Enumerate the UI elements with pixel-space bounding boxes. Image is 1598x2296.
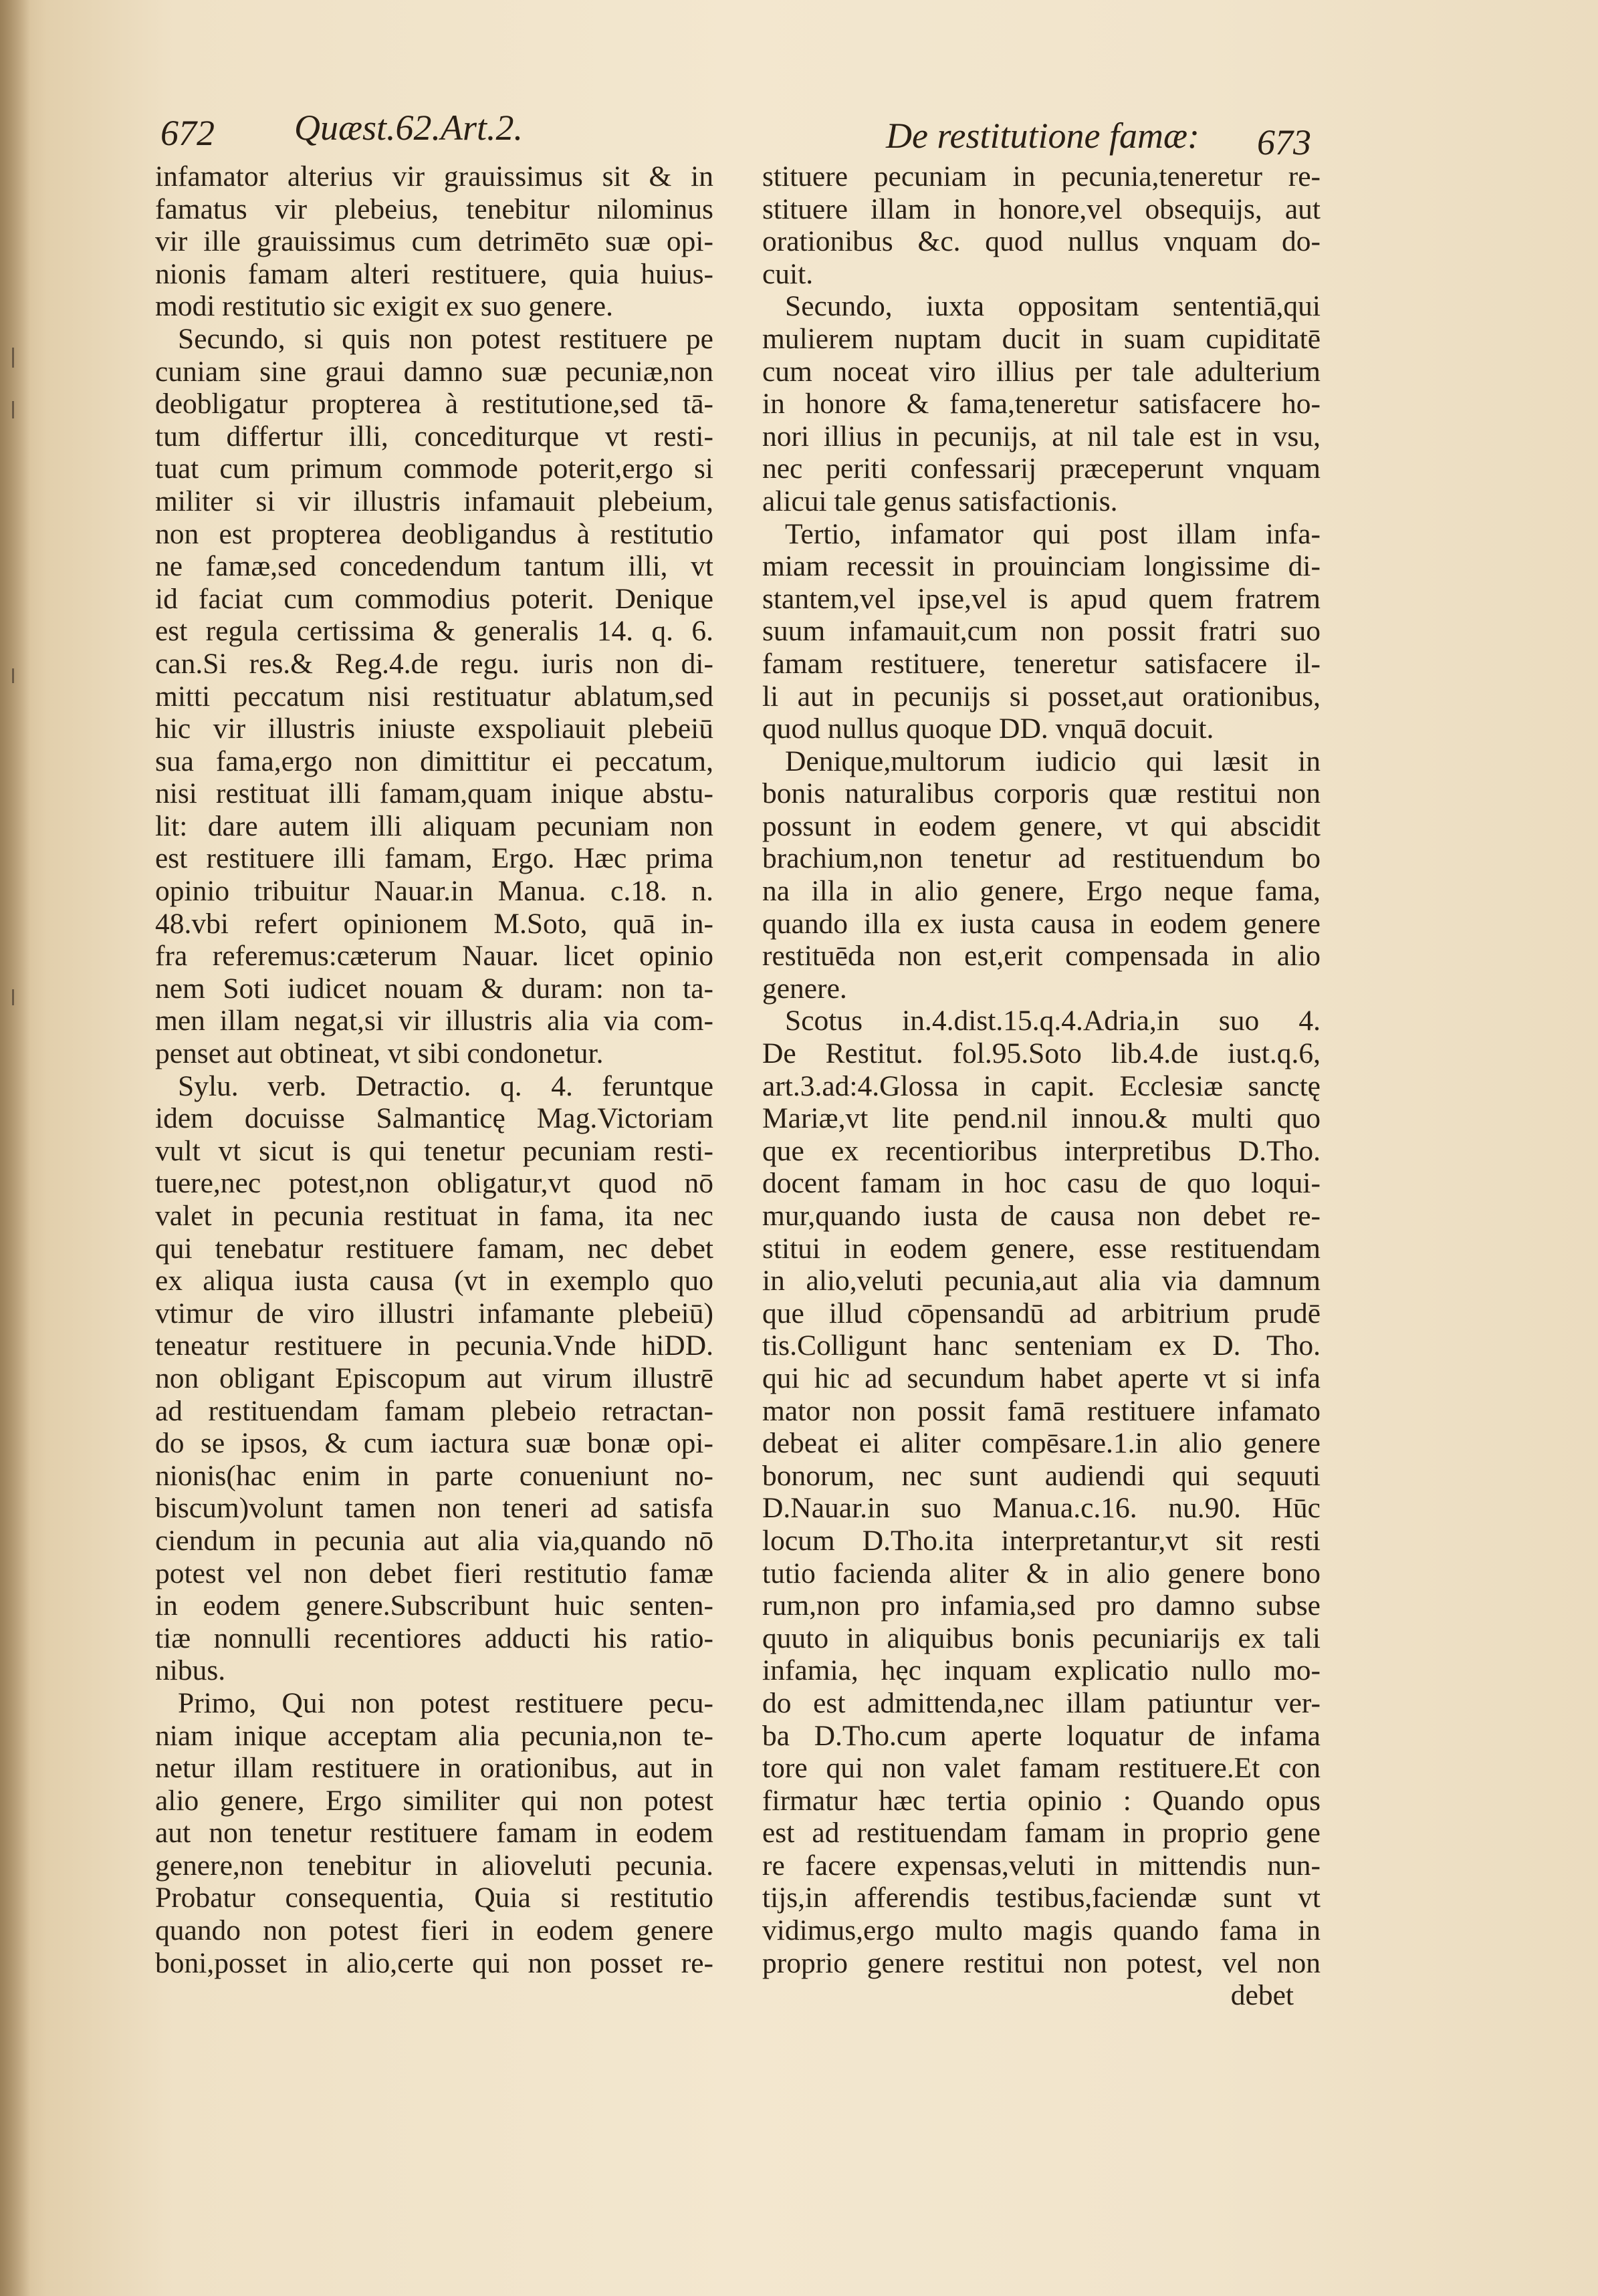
text-line: est regula certissima & generalis 14. q. 6. [155, 615, 713, 648]
text-line: vult vt sicut is qui tenetur pecuniam resti- [155, 1134, 713, 1167]
text-line: ne famæ,sed concedendum tantum illi, vt [155, 550, 713, 583]
text-line: alicui tale genus satisfactionis. [762, 485, 1118, 517]
text-line: militer si vir illustris infamauit plebeium, [155, 485, 713, 517]
text-line: nionis famam alteri restituere, quia huius- [155, 257, 713, 290]
text-line: Denique,multorum iudicio qui læsit in [785, 745, 1321, 777]
text-line: tijs,in afferendis testibus,faciendæ sunt vt [762, 1882, 1321, 1914]
text-line: tum differtur illi, concediturque vt resti- [155, 420, 713, 453]
text-line: quando illa ex iusta causa in eodem genere [762, 907, 1321, 940]
text-line: opinio tribuitur Nauar.in Manua. c.18. n. [155, 875, 713, 908]
right-page-number: 673 [1257, 122, 1311, 162]
text-line: nionis(hac enim in parte conueniunt no- [155, 1459, 713, 1492]
text-line: id faciat cum commodius poterit. Denique [155, 582, 713, 615]
text-line: valet in pecunia restituat in fama, ita nec [155, 1200, 713, 1232]
text-line: stituere illam in honore,vel obsequijs, aut [762, 193, 1321, 225]
text-line: re facere expensas,veluti in mittendis nun- [762, 1849, 1321, 1882]
text-line: mator non possit famā restituere infamato [762, 1394, 1321, 1427]
text-line: bonis naturalibus corporis quæ restitui non [762, 777, 1321, 810]
text-line: nem Soti iudicet nouam & duram: non ta- [155, 972, 713, 1005]
text-line: ciendum in pecunia aut alia via,quando nō [155, 1524, 713, 1557]
text-line: genere,non tenebitur in alioveluti pecunia. [155, 1849, 713, 1882]
text-line: vidimus,ergo multo magis quando fama in [762, 1914, 1321, 1947]
text-line: idem docuisse Salmanticę Mag.Victoriam [155, 1102, 713, 1135]
text-line: in alio,veluti pecunia,aut alia via damnum [762, 1265, 1321, 1297]
text-line: D.Nauar.in suo Manua.c.16. nu.90. Hūc [762, 1492, 1321, 1525]
text-line: potest vel non debet fieri restitutio famæ [155, 1557, 713, 1589]
text-line: orationibus &c. quod nullus vnquam do- [762, 225, 1321, 258]
text-line: tis.Colligunt hanc senteniam ex D. Tho. [762, 1329, 1321, 1362]
text-line: famatus vir plebeius, tenebitur nilominus [155, 193, 713, 225]
text-line: mulierem nuptam ducit in suam cupiditatē [762, 322, 1321, 355]
text-line: Sylu. verb. Detractio. q. 4. feruntque [178, 1069, 713, 1102]
margin-mark [12, 989, 14, 1005]
text-line: ba D.Tho.cum aperte loquatur de infama [762, 1719, 1321, 1752]
text-line: possunt in eodem genere, vt qui abscidit [762, 809, 1321, 842]
right-running-title: De restitutione famæ: [886, 116, 1200, 156]
text-line: do se ipsos, & cum iactura suæ bonæ opi- [155, 1427, 713, 1460]
text-line: vtimur de viro illustri infamante plebeiū) [155, 1297, 713, 1329]
text-line: quod nullus quoque DD. vnquā docuit. [762, 713, 1214, 745]
text-line: non obligant Episcopum aut virum illustrē [155, 1362, 713, 1394]
text-line: modi restitutio sic exigit ex suo genere. [155, 290, 613, 323]
text-line: mitti peccatum nisi restituatur ablatum,sed [155, 680, 713, 713]
margin-mark [12, 668, 14, 683]
text-line: Scotus in.4.dist.15.q.4.Adria,in suo 4. [785, 1005, 1321, 1037]
text-line: lit: dare autem illi aliquam pecuniam non [155, 809, 713, 842]
text-line: alio genere, Ergo similiter qui non potest [155, 1784, 713, 1817]
margin-mark [12, 401, 14, 418]
text-line: in eodem genere.Subscribunt huic senten- [155, 1589, 713, 1622]
text-line: restituēda non est,erit compensada in alio [762, 940, 1321, 973]
text-line: ad restituendam famam plebeio retractan- [155, 1394, 713, 1427]
text-line: biscum)volunt tamen non teneri ad satisfa [155, 1492, 713, 1525]
text-line: cuit. [762, 257, 814, 290]
text-line: Tertio, infamator qui post illam infa- [785, 517, 1321, 550]
text-line: est restituere illi famam, Ergo. Hæc prima [155, 842, 713, 875]
text-line: stitui in eodem genere, esse restituendam [762, 1232, 1321, 1265]
text-line: rum,non pro infamia,sed pro damno subse [762, 1589, 1321, 1622]
left-text-column [155, 160, 713, 1979]
text-line: boni,posset in alio,certe qui non posset re- [155, 1946, 713, 1979]
text-line: fra referemus:cæterum Nauar. licet opinio [155, 940, 713, 973]
text-line: firmatur hæc tertia opinio : Quando opus [762, 1784, 1321, 1817]
text-line: tuat cum primum commode poterit,ergo si [155, 453, 713, 485]
text-line: li aut in pecunijs si posset,aut orationibus, [762, 680, 1321, 713]
running-header [154, 100, 1311, 162]
text-line: aut non tenetur restituere famam in eodem [155, 1817, 713, 1849]
text-line: quuto in aliquibus bonis pecuniarijs ex tali [762, 1622, 1321, 1654]
text-line: docent famam in hoc casu de quo loqui- [762, 1167, 1321, 1200]
text-line: Mariæ,vt lite pend.nil innou.& multi quo [762, 1102, 1321, 1135]
text-line: penset aut obtineat, vt sibi condonetur. [155, 1037, 604, 1070]
text-line: Secundo, iuxta oppositam sententiā,qui [785, 290, 1321, 323]
text-line: tiæ nonnulli recentiores adducti his ratio- [155, 1622, 713, 1654]
text-line: na illa in alio genere, Ergo neque fama, [762, 875, 1321, 908]
text-line: men illam negat,si vir illustris alia via com- [155, 1005, 713, 1037]
text-line: suum infamauit,cum non possit fratri suo [762, 615, 1321, 648]
text-line: bonorum, nec sunt audiendi qui sequuti [762, 1459, 1321, 1492]
text-line: debet [1230, 1979, 1294, 2012]
text-line: proprio genere restitui non potest, vel non [762, 1946, 1321, 1979]
text-line: debeat ei aliter compēsare.1.in alio genere [762, 1427, 1321, 1460]
text-line: que illud cōpensandū ad arbitrium prudē [762, 1297, 1321, 1329]
text-line: nisi restituat illi famam,quam inique abstu- [155, 777, 713, 810]
text-line: Primo, Qui non potest restituere pecu- [178, 1686, 713, 1719]
text-line: infamator alterius vir grauissimus sit & in [155, 160, 713, 193]
text-line: brachium,non tenetur ad restituendum bo [762, 842, 1321, 875]
text-line: sua fama,ergo non dimittitur ei peccatum, [155, 745, 713, 777]
text-line: que ex recentioribus interpretibus D.Tho. [762, 1134, 1321, 1167]
text-line: quando non potest fieri in eodem genere [155, 1914, 713, 1947]
right-text-column [762, 160, 1321, 2012]
text-line: art.3.ad:4.Glossa in capit. Ecclesiæ sanctę [762, 1069, 1321, 1102]
text-line: nec periti confessarij præceperunt vnquam [762, 453, 1321, 485]
text-line: qui hic ad secundum habet aperte vt si infa [762, 1362, 1321, 1394]
text-line: niam inique acceptam alia pecunia,non te- [155, 1719, 713, 1752]
text-line: locum D.Tho.ita interpretantur,vt sit resti [762, 1524, 1321, 1557]
left-running-title: Quæst.62.Art.2. [294, 108, 524, 148]
text-line: qui tenebatur restituere famam, nec debet [155, 1232, 713, 1265]
text-line: teneatur restituere in pecunia.Vnde hiDD. [155, 1329, 713, 1362]
text-line: miam recessit in prouinciam longissime di- [762, 550, 1321, 583]
text-line: tutio facienda aliter & in alio genere bono [762, 1557, 1321, 1589]
text-line: 48.vbi refert opinionem M.Soto, quā in- [155, 907, 713, 940]
text-line: est ad restituendam famam in proprio gene [762, 1817, 1321, 1849]
text-line: tuere,nec potest,non obligatur,vt quod nō [155, 1167, 713, 1200]
text-line: nibus. [155, 1654, 226, 1687]
text-line: famam restituere, teneretur satisfacere il- [762, 647, 1321, 680]
text-line: cum noceat viro illius per tale adulterium [762, 355, 1321, 388]
text-line: Secundo, si quis non potest restituere pe [178, 322, 713, 355]
text-line: ex aliqua iusta causa (vt in exemplo quo [155, 1265, 713, 1297]
text-line: do est admittenda,nec illam patiuntur ver- [762, 1686, 1321, 1719]
text-line: stituere pecuniam in pecunia,teneretur re- [762, 160, 1321, 193]
text-line: non est propterea deobligandus à restitutio [155, 517, 713, 550]
text-line: deobligatur propterea à restitutione,sed tā- [155, 388, 713, 420]
text-line: can.Si res.& Reg.4.de regu. iuris non di- [155, 647, 713, 680]
text-line: cuniam sine graui damno suæ pecuniæ,non [155, 355, 713, 388]
text-line: tore qui non valet famam restituere.Et con [762, 1752, 1321, 1785]
text-line: infamia, hęc inquam explicatio nullo mo- [762, 1654, 1321, 1687]
text-line: nori illius in pecunijs, at nil tale est in vsu, [762, 420, 1321, 453]
text-line: genere. [762, 972, 847, 1005]
text-line: netur illam restituere in orationibus, aut in [155, 1752, 713, 1785]
text-line: hic vir illustris iniuste exspoliauit plebeiū [155, 713, 713, 745]
text-line: vir ille grauissimus cum detrimēto suæ opi- [155, 225, 713, 258]
text-line: stantem,vel ipse,vel is apud quem fratrem [762, 582, 1321, 615]
left-page-number: 672 [160, 113, 215, 153]
text-line: De Restitut. fol.95.Soto lib.4.de iust.q.6, [762, 1037, 1321, 1070]
text-line: in honore & fama,teneretur satisfacere ho- [762, 388, 1321, 420]
spine-shadow [0, 0, 30, 2296]
text-line: mur,quando iusta de causa non debet re- [762, 1200, 1321, 1232]
margin-mark [12, 348, 14, 368]
text-line: Probatur consequentia, Quia si restitutio [155, 1882, 713, 1914]
